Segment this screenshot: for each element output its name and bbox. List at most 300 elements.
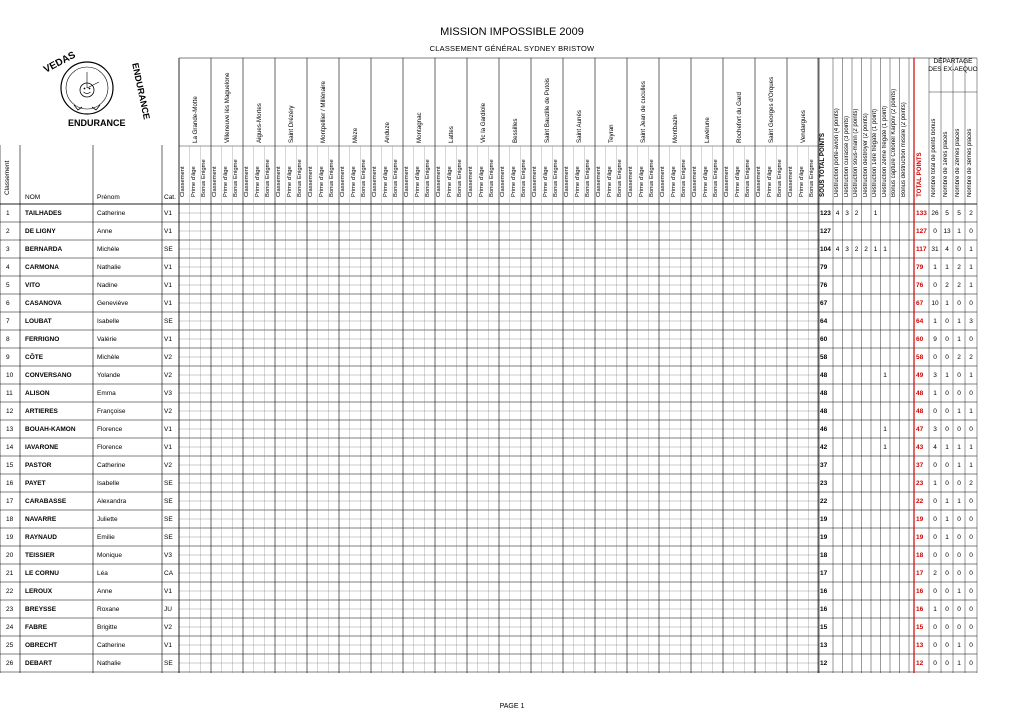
row-tiebreak-cell: 0 (945, 588, 949, 595)
row-rank: 19 (6, 534, 14, 541)
table-row (0, 277, 1024, 295)
row-nom: ARTIERES (25, 408, 58, 415)
stage-subcol-header: Classement (404, 166, 410, 197)
stage-subcol-header: Bonus Enigme (233, 159, 240, 197)
row-tiebreak-cell: 1 (945, 372, 949, 379)
row-cat: V2 (164, 462, 172, 469)
row-bonus-cell: 2 (854, 210, 859, 217)
row-tiebreak-cell: 0 (969, 552, 973, 559)
row-nom: IAVARONE (25, 444, 59, 451)
table-row (0, 331, 1024, 349)
row-sous-total: 16 (820, 588, 828, 595)
row-bonus-cell: 1 (873, 246, 878, 253)
stage-subcol-header: Prime d'âge (670, 166, 677, 197)
stage-subcol-header: Bonus Enigme (713, 159, 720, 197)
row-cat: V1 (164, 264, 172, 271)
logo-bottom-text: ENDURANCE (68, 118, 126, 128)
row-tiebreak-cell: 1 (957, 660, 961, 667)
row-prenom: Nathalie (97, 660, 121, 667)
row-tiebreak-cell: 0 (933, 408, 937, 415)
stage-subcol-header: Bonus Enigme (681, 159, 688, 197)
row-prenom: Juliette (97, 516, 118, 523)
stage-header: Lattes (448, 126, 455, 143)
row-total: 17 (916, 570, 924, 577)
row-tiebreak-cell: 2 (969, 354, 973, 361)
row-tiebreak-cell: 0 (933, 624, 937, 631)
row-nom: DEBART (25, 660, 53, 667)
row-rank: 13 (6, 426, 14, 433)
row-tiebreak-cell: 1 (933, 318, 937, 325)
header-departage: DÉPARTAGE DES EX-AEQUO (928, 58, 978, 73)
stage-subcol-header: Prime d'âge (702, 166, 709, 197)
stage-subcol-header: Classement (564, 166, 570, 197)
stage-subcol-header: Bonus Enigme (553, 159, 560, 197)
row-total: 58 (916, 354, 924, 361)
row-sous-total: 104 (820, 246, 831, 253)
row-tiebreak-cell: 0 (969, 390, 973, 397)
row-tiebreak-cell: 1 (969, 462, 973, 469)
stage-subcol-header: Bonus Enigme (457, 159, 464, 197)
row-nom: FABRE (25, 624, 48, 631)
stage-subcol-header: Classement (532, 166, 538, 197)
row-prenom: Catherine (97, 210, 126, 217)
stage-header: Montpellier / Millénaire (320, 81, 327, 143)
row-sous-total: 17 (820, 570, 828, 577)
stage-subcol-header: Prime d'âge (286, 166, 293, 197)
row-tiebreak-cell: 0 (969, 588, 973, 595)
row-bonus-cell: 1 (883, 246, 887, 253)
row-tiebreak-cell: 0 (945, 606, 949, 613)
row-total: 15 (916, 624, 924, 631)
row-tiebreak-cell: 0 (957, 300, 961, 307)
row-bonus-cell: 1 (883, 372, 887, 379)
row-total: 23 (916, 480, 924, 487)
row-tiebreak-cell: 1 (969, 246, 973, 253)
row-tiebreak-cell: 0 (933, 516, 937, 523)
row-tiebreak-cell: 0 (945, 426, 949, 433)
bonus-col-header: Destruction 2ème frégate (1 point) (881, 105, 888, 197)
page-footer: PAGE 1 (499, 703, 525, 710)
row-total: 127 (916, 228, 927, 235)
row-sous-total: 42 (820, 444, 828, 451)
row-rank: 11 (6, 390, 13, 397)
table-row (0, 223, 1024, 241)
row-rank: 20 (6, 552, 14, 559)
header-sous-total: SOUS TOTAL POINTS (819, 133, 826, 197)
row-cat: V2 (164, 408, 172, 415)
row-tiebreak-cell: 1 (933, 390, 937, 397)
row-bonus-cell: 2 (864, 246, 868, 253)
row-cat: SE (164, 660, 173, 667)
row-prenom: Yolande (97, 372, 121, 379)
stage-subcol-header: Prime d'âge (478, 166, 485, 197)
row-sous-total: 123 (820, 210, 831, 217)
table-row (0, 511, 1024, 529)
row-prenom: Geneviève (97, 300, 129, 307)
row-bonus-cell: 4 (835, 246, 840, 253)
stage-header: Vic la Gardiole (480, 102, 487, 143)
row-tiebreak-cell: 0 (957, 624, 961, 631)
stage-subcol-header: Classement (628, 166, 634, 197)
row-cat: SE (164, 516, 173, 523)
stage-subcol-header: Classement (212, 166, 218, 197)
stage-subcol-header: Bonus Enigme (297, 159, 304, 197)
row-total: 67 (916, 300, 924, 307)
row-bonus-cell: 4 (835, 210, 840, 217)
row-total: 48 (916, 390, 924, 397)
row-tiebreak-cell: 1 (933, 480, 937, 487)
table-row (0, 439, 1024, 457)
row-sous-total: 46 (820, 426, 828, 433)
stage-subcol-header: Prime d'âge (606, 166, 613, 197)
row-prenom: Monique (97, 552, 122, 559)
stage-subcol-header: Prime d'âge (574, 166, 581, 197)
row-tiebreak-cell: 0 (957, 480, 961, 487)
row-tiebreak-cell: 1 (957, 462, 961, 469)
row-tiebreak-cell: 0 (969, 534, 973, 541)
row-cat: V1 (164, 588, 172, 595)
row-tiebreak-cell: 9 (933, 336, 937, 343)
row-rank: 4 (6, 264, 10, 271)
row-tiebreak-cell: 0 (933, 660, 937, 667)
row-rank: 23 (6, 606, 14, 613)
stage-header: Saint Jean de cuculles (640, 81, 647, 143)
row-rank: 10 (6, 372, 14, 379)
row-bonus-cell: 1 (883, 444, 887, 451)
stage-subcol-header: Bonus Enigme (361, 159, 368, 197)
row-sous-total: 15 (820, 624, 828, 631)
bonus-col-header: Destruction sous-marin (2 points) (853, 108, 859, 197)
row-tiebreak-cell: 1 (945, 516, 949, 523)
row-rank: 15 (6, 462, 14, 469)
bonus-col-header: Bonus capture Colonel Karpov (2 points) (891, 88, 897, 197)
stage-header: Anduze (384, 122, 391, 143)
row-rank: 7 (6, 318, 10, 325)
row-rank: 12 (6, 408, 14, 415)
row-tiebreak-cell: 2 (957, 354, 961, 361)
row-tiebreak-cell: 0 (933, 282, 937, 289)
row-rank: 18 (6, 516, 14, 523)
row-nom: LOUBAT (25, 318, 52, 325)
bonus-col-header: Destruction destroyer (2 points) (862, 113, 869, 197)
row-tiebreak-cell: 31 (931, 246, 939, 253)
row-tiebreak-cell: 1 (957, 642, 961, 649)
stage-header: Saint Aunès (576, 109, 583, 143)
stage-subcol-header: Prime d'âge (382, 166, 389, 197)
row-prenom: Brigitte (97, 624, 118, 631)
row-tiebreak-cell: 0 (945, 480, 949, 487)
row-tiebreak-cell: 0 (969, 642, 973, 649)
row-tiebreak-cell: 0 (945, 462, 949, 469)
row-tiebreak-cell: 0 (969, 336, 973, 343)
row-nom: NAVARRE (25, 516, 57, 523)
row-tiebreak-cell: 4 (933, 444, 937, 451)
row-total: 16 (916, 588, 924, 595)
table-row (0, 619, 1024, 637)
row-tiebreak-cell: 0 (957, 516, 961, 523)
row-cat: V2 (164, 354, 172, 361)
stage-subcol-header: Prime d'âge (542, 166, 549, 197)
tiebreak-col-header: Nombre de 3èmes places (967, 128, 973, 197)
row-tiebreak-cell: 1 (957, 336, 961, 343)
header-cat: Cat. (164, 194, 176, 201)
row-total: 76 (916, 282, 924, 289)
row-nom: CONVERSANO (25, 372, 72, 379)
row-tiebreak-cell: 5 (945, 210, 949, 217)
row-rank: 2 (6, 228, 10, 235)
row-tiebreak-cell: 0 (969, 660, 973, 667)
row-total: 19 (916, 534, 924, 541)
table-row (0, 313, 1024, 331)
row-tiebreak-cell: 0 (957, 246, 961, 253)
tiebreak-col-header: Nombre de 2èmes places (955, 128, 961, 197)
header-total: TOTAL POINTS (916, 152, 923, 197)
table-row (0, 529, 1024, 547)
row-tiebreak-cell: 0 (933, 588, 937, 595)
row-cat: V2 (164, 372, 172, 379)
row-total: 49 (916, 372, 924, 379)
row-rank: 1 (6, 210, 10, 217)
row-total: 18 (916, 552, 924, 559)
stage-header: Lavérune (704, 117, 711, 143)
row-cat: V3 (164, 552, 172, 559)
stage-subcol-header: Classement (244, 166, 250, 197)
row-tiebreak-cell: 0 (945, 642, 949, 649)
stage-subcol-header: Bonus Enigme (201, 159, 208, 197)
row-nom: CÔTE (25, 354, 44, 361)
row-tiebreak-cell: 0 (933, 462, 937, 469)
row-tiebreak-cell: 1 (969, 408, 973, 415)
stage-subcol-header: Prime d'âge (638, 166, 645, 197)
row-prenom: Léa (97, 570, 108, 577)
stage-subcol-header: Bonus Enigme (425, 159, 432, 197)
row-cat: V1 (164, 642, 172, 649)
row-prenom: Alexandra (97, 498, 127, 505)
row-prenom: Michèle (97, 354, 120, 361)
row-total: 12 (916, 660, 924, 667)
stage-header: Vendargues (800, 109, 807, 143)
row-tiebreak-cell: 1 (945, 300, 949, 307)
row-prenom: Anne (97, 228, 113, 235)
row-total: 64 (916, 318, 924, 325)
row-total: 47 (916, 426, 924, 433)
bonus-col-header: Bonus destruction missile (2 points) (900, 102, 907, 197)
row-cat: SE (164, 318, 173, 325)
row-tiebreak-cell: 0 (933, 642, 937, 649)
row-tiebreak-cell: 0 (957, 570, 961, 577)
row-cat: CA (164, 570, 174, 577)
stage-header: Saint Drézéry (288, 105, 295, 143)
row-tiebreak-cell: 0 (945, 318, 949, 325)
row-tiebreak-cell: 0 (957, 426, 961, 433)
row-cat: V1 (164, 300, 172, 307)
document-title: MISSION IMPOSSIBLE 2009 (440, 26, 584, 38)
row-total: 22 (916, 498, 924, 505)
bonus-col-header: Destruction porte-avion (4 points) (834, 108, 840, 197)
stage-subcol-header: Classement (500, 166, 506, 197)
row-rank: 25 (6, 642, 14, 649)
row-prenom: Michèle (97, 246, 120, 253)
row-tiebreak-cell: 0 (945, 354, 949, 361)
row-tiebreak-cell: 0 (933, 354, 937, 361)
row-cat: SE (164, 480, 173, 487)
stage-subcol-header: Prime d'âge (350, 166, 357, 197)
row-tiebreak-cell: 0 (969, 426, 973, 433)
row-bonus-cell: 3 (845, 246, 849, 253)
row-bonus-cell: 1 (883, 426, 887, 433)
stage-subcol-header: Classement (468, 166, 474, 197)
table-row (0, 601, 1024, 619)
row-prenom: Nadine (97, 282, 118, 289)
table-row (0, 547, 1024, 565)
table-row (0, 421, 1024, 439)
row-sous-total: 16 (820, 606, 828, 613)
row-tiebreak-cell: 13 (943, 228, 951, 235)
stage-subcol-header: Prime d'âge (222, 166, 229, 197)
row-tiebreak-cell: 0 (957, 372, 961, 379)
row-nom: LEROUX (25, 588, 53, 595)
table-row (0, 565, 1024, 583)
table-row (0, 205, 1024, 223)
row-tiebreak-cell: 0 (969, 606, 973, 613)
row-nom: BREYSSE (25, 606, 57, 613)
row-sous-total: 60 (820, 336, 828, 343)
row-total: 19 (916, 516, 924, 523)
bonus-col-header: Destruction 1ère frégate (1 point) (872, 108, 878, 197)
table-row (0, 259, 1024, 277)
row-tiebreak-cell: 0 (957, 390, 961, 397)
stage-subcol-header: Classement (180, 166, 186, 197)
stage-subcol-header: Classement (276, 166, 282, 197)
row-sous-total: 19 (820, 534, 828, 541)
row-rank: 16 (6, 480, 14, 487)
row-tiebreak-cell: 0 (933, 552, 937, 559)
row-tiebreak-cell: 0 (957, 534, 961, 541)
table-row (0, 241, 1024, 259)
row-prenom: Florence (97, 426, 123, 433)
row-tiebreak-cell: 3 (933, 372, 937, 379)
row-sous-total: 19 (820, 516, 828, 523)
row-nom: RAYNAUD (25, 534, 57, 541)
row-total: 37 (916, 462, 924, 469)
row-tiebreak-cell: 0 (969, 498, 973, 505)
row-sous-total: 22 (820, 498, 828, 505)
row-sous-total: 37 (820, 462, 828, 469)
row-sous-total: 12 (820, 660, 828, 667)
row-sous-total: 127 (820, 228, 831, 235)
row-nom: VITO (25, 282, 41, 289)
row-tiebreak-cell: 1 (957, 498, 961, 505)
row-nom: DE LIGNY (25, 228, 56, 235)
row-tiebreak-cell: 0 (969, 300, 973, 307)
row-sous-total: 79 (820, 264, 828, 271)
stage-subcol-header: Classement (692, 166, 698, 197)
row-tiebreak-cell: 0 (957, 606, 961, 613)
row-tiebreak-cell: 0 (969, 228, 973, 235)
stage-subcol-header: Prime d'âge (734, 166, 741, 197)
row-prenom: Florence (97, 444, 123, 451)
stage-subcol-header: Bonus Enigme (777, 159, 784, 197)
row-nom: CASANOVA (25, 300, 62, 307)
stage-subcol-header: Bonus Enigme (329, 159, 336, 197)
stage-subcol-header: Prime d'âge (798, 166, 805, 197)
stage-subcol-header: Bonus Enigme (617, 159, 624, 197)
stage-subcol-header: Prime d'âge (510, 166, 517, 197)
row-tiebreak-cell: 1 (957, 444, 961, 451)
row-rank: 21 (6, 570, 14, 577)
row-tiebreak-cell: 2 (969, 210, 973, 217)
row-cat: SE (164, 498, 173, 505)
row-nom: CARABASSE (25, 498, 67, 505)
stage-subcol-header: Classement (660, 166, 666, 197)
stage-subcol-header: Prime d'âge (446, 166, 453, 197)
row-tiebreak-cell: 1 (969, 372, 973, 379)
row-sous-total: 18 (820, 552, 828, 559)
table-row (0, 349, 1024, 367)
row-sous-total: 58 (820, 354, 828, 361)
row-cat: V2 (164, 624, 172, 631)
row-total: 79 (916, 264, 924, 271)
row-sous-total: 48 (820, 372, 828, 379)
stage-subcol-header: Bonus Enigme (521, 159, 528, 197)
row-rank: 8 (6, 336, 10, 343)
stage-subcol-header: Bonus Enigme (649, 159, 656, 197)
row-prenom: Anne (97, 588, 113, 595)
row-sous-total: 48 (820, 408, 828, 415)
stage-subcol-header: Bonus Enigme (809, 159, 816, 197)
row-total: 13 (916, 642, 924, 649)
stage-subcol-header: Classement (788, 166, 794, 197)
row-tiebreak-cell: 2 (957, 264, 961, 271)
row-tiebreak-cell: 26 (931, 210, 939, 217)
row-tiebreak-cell: 10 (931, 300, 939, 307)
row-nom: PAYET (25, 480, 46, 487)
stage-header: Montagnac (416, 112, 423, 143)
row-tiebreak-cell: 0 (933, 228, 937, 235)
stage-subcol-header: Classement (308, 166, 314, 197)
row-rank: 9 (6, 354, 10, 361)
row-cat: V1 (164, 444, 172, 451)
document-subtitle: CLASSEMENT GÉNÉRAL SYDNEY BRISTOW (429, 44, 595, 53)
row-nom: ALISON (25, 390, 50, 397)
stage-subcol-header: Bonus Enigme (393, 159, 400, 197)
header-classement: Classement (4, 160, 11, 195)
stage-subcol-header: Prime d'âge (190, 166, 197, 197)
header-nom: NOM (25, 194, 41, 201)
row-nom: BOUAH-KAMON (25, 426, 76, 433)
row-tiebreak-cell: 0 (957, 552, 961, 559)
row-sous-total: 48 (820, 390, 828, 397)
row-tiebreak-cell: 0 (933, 534, 937, 541)
row-nom: OBRECHT (25, 642, 58, 649)
header-prenom: Prénom (97, 194, 120, 201)
row-tiebreak-cell: 0 (945, 552, 949, 559)
row-tiebreak-cell: 1 (957, 588, 961, 595)
row-tiebreak-cell: 0 (945, 660, 949, 667)
row-cat: V1 (164, 426, 172, 433)
row-tiebreak-cell: 2 (933, 570, 937, 577)
table-row (0, 583, 1024, 601)
row-rank: 6 (6, 300, 10, 307)
row-tiebreak-cell: 0 (945, 390, 949, 397)
stage-subcol-header: Bonus Enigme (745, 159, 752, 197)
stage-subcol-header: Classement (596, 166, 602, 197)
stage-subcol-header: Prime d'âge (254, 166, 261, 197)
row-prenom: Françoise (97, 408, 126, 415)
row-tiebreak-cell: 5 (957, 210, 961, 217)
stage-header: Teyran (608, 124, 615, 143)
stage-subcol-header: Classement (756, 166, 762, 197)
